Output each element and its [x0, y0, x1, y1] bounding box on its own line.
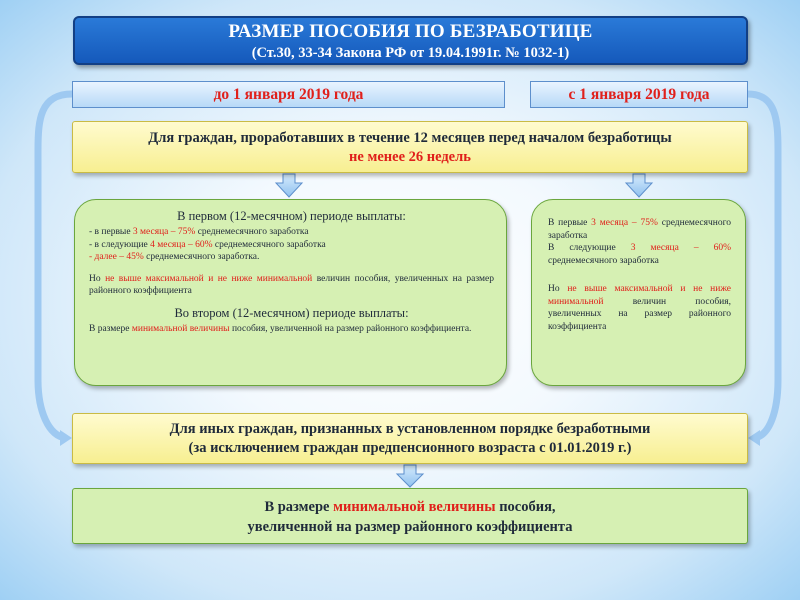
second-period-heading: Во втором (12-месячном) периоде выплаты:: [174, 305, 409, 320]
other-citizens-exception: (за исключением граждан предпенсионного возраста с 01.01.2019 г.): [188, 440, 632, 456]
down-arrow-right: [626, 174, 652, 197]
rule-item-first: - в первые 3 месяца – 75% среднемесячного заработка: [89, 227, 309, 237]
down-arrow-bottom: [397, 465, 423, 487]
limit-note: Но не выше максимальной и не ниже минимальной величин пособия, увеличенных на размер районного коэффициента: [89, 273, 494, 296]
law-reference: (Ст.30, 33-34 Закона РФ от 19.04.1991г. № 1032-1): [251, 45, 570, 61]
from-2019-rules-box: [531, 199, 746, 386]
period-label-from-2019: с 1 января 2019 года: [530, 81, 748, 108]
page-title: РАЗМЕР ПОСОБИЯ ПО БЕЗРАБОТИЦЕ: [228, 21, 593, 42]
title-banner: [73, 16, 748, 65]
other-citizens-box: [72, 413, 748, 464]
right-curve-arrow: [748, 94, 778, 438]
condition-line: Для граждан, проработавших в течение 12 месяцев перед началом безработицы: [148, 130, 672, 146]
first-period-heading: В первом (12-месячном) периоде выплаты:: [177, 209, 406, 223]
other-citizens-line: Для иных граждан, признанных в установленном порядке безработными: [169, 421, 651, 437]
rule-item-third: - далее – 45% среднемесячного заработка.: [89, 252, 260, 262]
minimum-benefit-line1: В размере минимальной величины пособия,: [264, 499, 556, 515]
minimum-benefit-box: [72, 488, 748, 544]
condition-highlight: не менее 26 недель: [349, 149, 471, 165]
minimum-benefit-line2: увеличенной на размер районного коэффициента: [247, 519, 573, 535]
down-arrow-left: [276, 174, 302, 197]
before-2019-rules-box: [74, 199, 507, 386]
rule-item-second: В следующие 3 месяца – 60% среднемесячного заработка: [548, 243, 731, 266]
limit-note: Но не выше максимальной и не ниже минимальной величин пособия, увеличенных на размер районного коэффициента: [548, 284, 731, 332]
left-curve-arrow: [38, 94, 72, 438]
rule-item-second: - в следующие 4 месяца – 60% среднемесячного заработка: [89, 239, 326, 250]
condition-box: [72, 121, 748, 173]
period-label-before-2019: до 1 января 2019 года: [72, 81, 505, 108]
rule-item-first: В первые 3 месяца – 75% среднемесячного заработка: [548, 218, 732, 241]
second-period-note: В размере минимальной величины пособия, увеличенной на размер районного коэффициента.: [89, 323, 472, 334]
